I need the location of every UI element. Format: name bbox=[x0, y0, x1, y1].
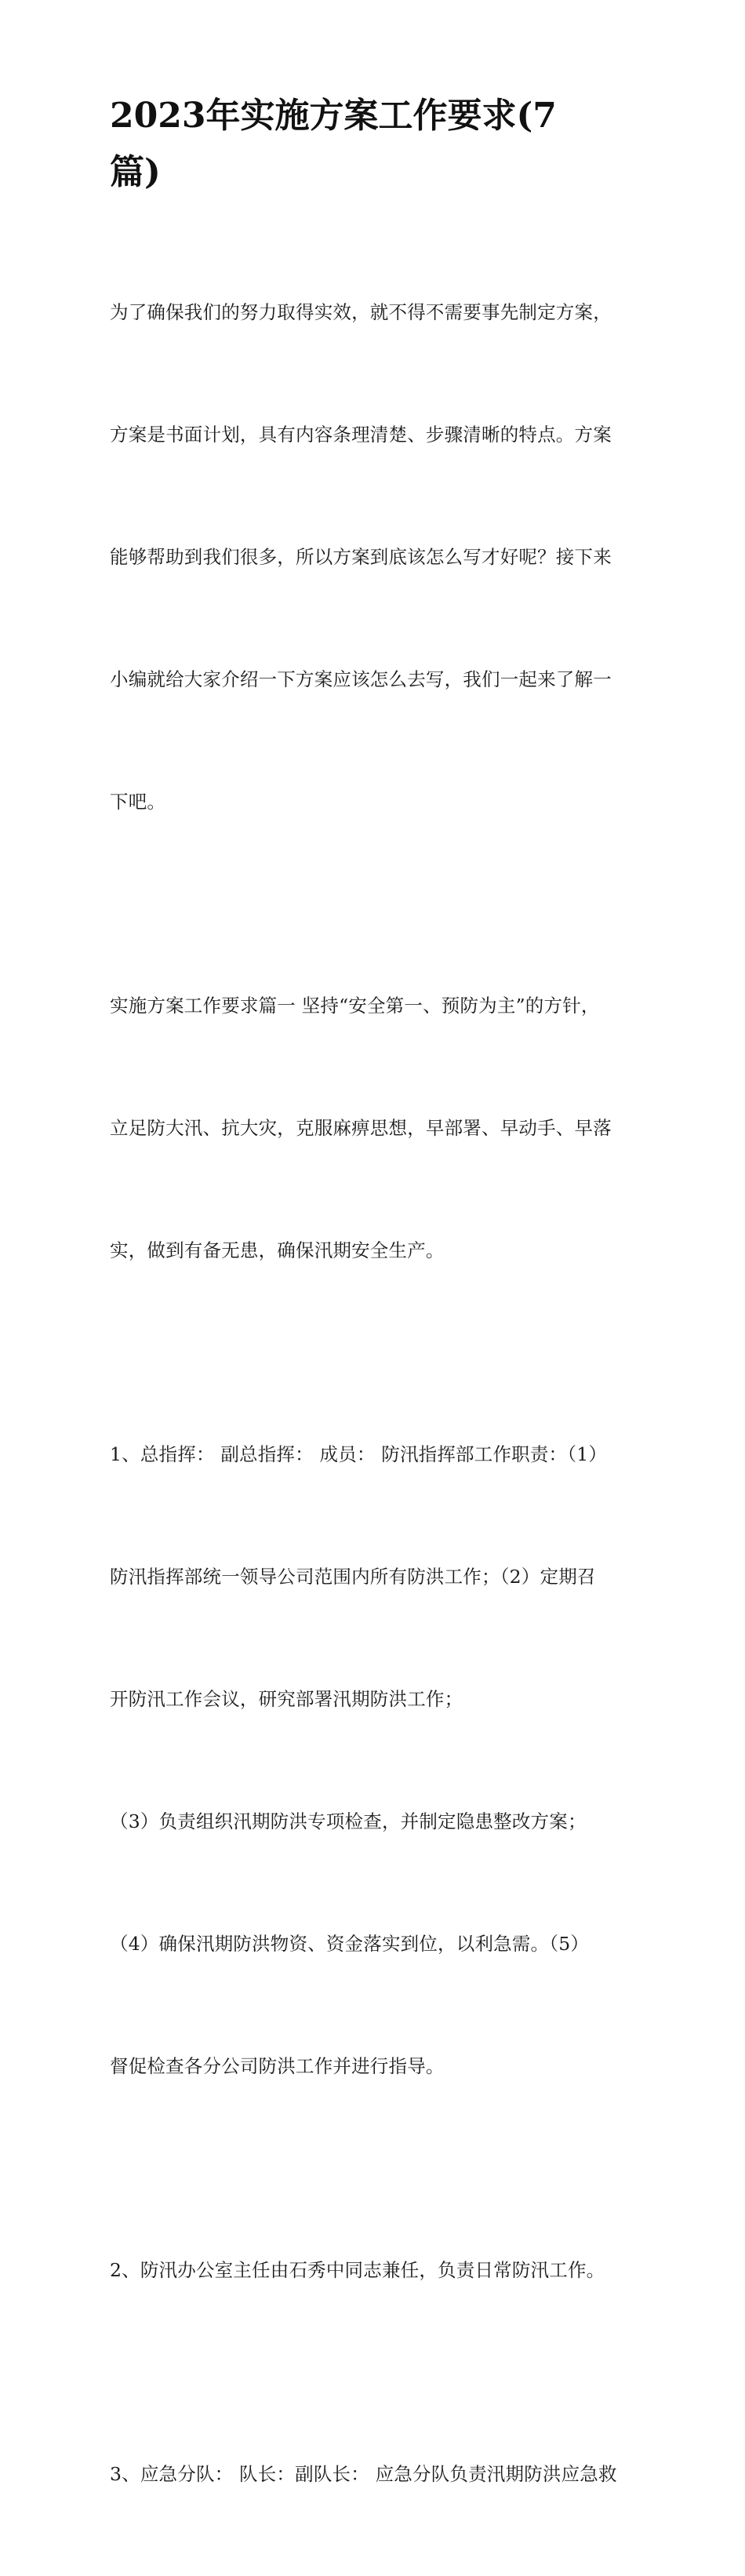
text-line: 实施方案工作要求篇一 坚持“安全第一、预防为主”的方针， bbox=[110, 995, 600, 1017]
item-1-paragraph bbox=[110, 1352, 643, 2168]
document-title bbox=[110, 88, 643, 201]
title-line-1: 2023年实施方案工作要求(7 bbox=[110, 96, 557, 136]
text-line: 实，做到有备无患，确保汛期安全生产。 bbox=[110, 1239, 445, 1261]
text-line: 督促检查各分公司防洪工作并进行指导。 bbox=[110, 2055, 445, 2077]
section-one-paragraph bbox=[110, 904, 643, 1352]
text-line: 能够帮助到我们很多，所以方案到底该怎么写才好呢？接下来 bbox=[110, 546, 612, 568]
text-line: 小编就给大家介绍一下方案应该怎么去写，我们一起来了解一 bbox=[110, 668, 612, 690]
text-line: 为了确保我们的努力取得实效，就不得不需要事先制定方案， bbox=[110, 301, 612, 323]
text-line: 3、应急分队： 队长：副队长： 应急分队负责汛期防洪应急救 bbox=[110, 2463, 617, 2485]
item-3-paragraph bbox=[110, 2372, 643, 2576]
text-line: 下吧。 bbox=[110, 791, 166, 813]
intro-paragraph bbox=[110, 210, 643, 904]
text-line: 开防汛工作会议，研究部署汛期防洪工作； bbox=[110, 1688, 463, 1710]
text-line: 2、防汛办公室主任由石秀中同志兼任，负责日常防汛工作。 bbox=[110, 2259, 605, 2281]
text-line: 立足防大汛、抗大灾，克服麻痹思想，早部署、早动手、早落 bbox=[110, 1117, 612, 1139]
text-line: 1、总指挥： 副总指挥： 成员： 防汛指挥部工作职责：（1） bbox=[110, 1443, 608, 1465]
text-line: （4）确保汛期防洪物资、资金落实到位，以利急需。（5） bbox=[110, 1933, 590, 1955]
document-page bbox=[110, 88, 643, 2576]
item-2-paragraph bbox=[110, 2168, 643, 2372]
text-line: （3）负责组织汛期防洪专项检查，并制定隐患整改方案； bbox=[110, 1810, 587, 1832]
title-line-2: 篇) bbox=[110, 152, 161, 192]
text-line: 方案是书面计划，具有内容条理清楚、步骤清晰的特点。方案 bbox=[110, 424, 612, 446]
text-line: 防汛指挥部统一领导公司范围内所有防洪工作；（2）定期召 bbox=[110, 1566, 596, 1588]
